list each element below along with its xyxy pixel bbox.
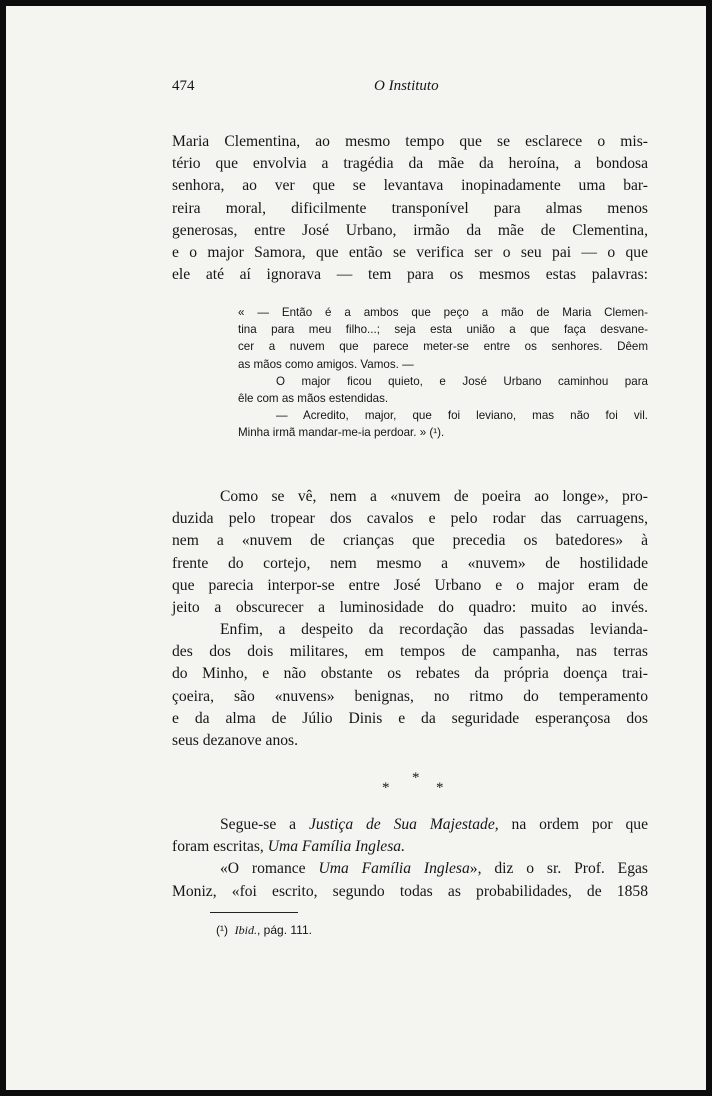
text-line: tério que envolvia a tragédia da mãe da heroína, a bondosa [172, 155, 648, 173]
text-line [172, 836, 648, 858]
text-line: e da alma de Júlio Dinis e da seguridade esperançosa dos [172, 709, 648, 727]
separator-star: * [412, 770, 420, 786]
text-line: ele até aí ignorava — tem para os mesmos estas palavras: [172, 266, 648, 284]
paragraph-3 [172, 619, 648, 752]
footnote [216, 923, 312, 938]
text-line: que parecia interpor-se entre José Urbano e o major eram de [172, 576, 648, 594]
text-run: na ordem por que [498, 816, 648, 833]
work-title: Uma Família Inglesa [318, 860, 470, 878]
footnote-divider [210, 912, 298, 913]
block-quote [238, 304, 648, 442]
text-line: des dos dois militares, em tempos de campanha, nas terras [172, 643, 648, 661]
text-line: senhora, ao ver que se levantava inopinadamente uma bar- [172, 177, 648, 195]
separator-star: * [436, 780, 444, 796]
text-run: foram escritas, [172, 838, 268, 856]
text-run: «O romance [220, 860, 319, 878]
footnote-ref: Ibid. [234, 923, 258, 937]
quote-line: — Acredito, major, que foi leviano, mas não foi vil. [276, 409, 648, 423]
text-line: Maria Clementina, ao mesmo tempo que se esclarece o mis- [172, 133, 648, 150]
text-run: », diz o sr. Prof. Egas [469, 860, 648, 878]
work-title: Justiça de Sua Majestade, [308, 816, 499, 833]
quote-line: cer a nuvem que parece meter-se entre os senhores. Dêem [238, 340, 648, 354]
text-line: duzida pelo tropear dos cavalos e pelo rodar das carruagens, [172, 510, 648, 528]
text-line: Como se vê, nem a «nuvem de poeira ao longe», pro- [220, 488, 648, 505]
separator-star: * [382, 780, 390, 796]
quote-line: Minha irmã mandar-me-ia perdoar. » (¹). [238, 426, 445, 440]
quote-line: tina para meu filho...; seja esta união a que faça desvane- [238, 323, 648, 337]
paragraph-2 [172, 486, 648, 619]
footnote-page: , pág. 111. [257, 923, 312, 937]
text-line: jeito a obscurecer a luminosidade do quadro: muito ao invés. [172, 599, 648, 617]
text-line: Enfim, a despeito da recordação das passadas leviandа- [220, 621, 648, 638]
text-line [172, 814, 648, 836]
text-line: do Minho, e não obstante os rebates da própria doença trai- [172, 665, 648, 683]
quote-line: O major ficou quieto, e José Urbano caminhou para [276, 374, 648, 388]
quote-line: êle com as mãos estendidas. [238, 392, 389, 406]
text-line: e o major Samora, que então se verifica ser o seu pai — o que [172, 244, 648, 262]
page-number: 474 [172, 78, 195, 94]
text-line: çoeira, são «nuvens» benignas, no ritmo do temperamento [172, 687, 648, 705]
running-title: O Instituto [374, 78, 439, 94]
text-line: reira moral, dificilmente transponível para almas menos [172, 199, 648, 217]
paragraph-1 [172, 131, 648, 286]
text-line: seus dezanove anos. [172, 732, 299, 750]
text-line: frente do cortejo, nem mesmo a «nuvem» de hostilidade [172, 554, 648, 572]
quote-line: « — Então é a ambos que peço a mão de Maria Clemen- [238, 306, 648, 319]
page-header [6, 78, 706, 100]
text-run: Segue-se a [220, 816, 309, 833]
work-title: Uma Família Inglesa. [267, 838, 405, 856]
book-page [6, 6, 706, 1090]
text-line: Moniz, «foi escrito, segundo todas as probabilidades, de 1858 [172, 882, 648, 900]
text-line [172, 858, 648, 880]
footnote-marker: (¹) [216, 923, 228, 937]
text-line: generosas, entre José Urbano, irmão da mãe de Clementina, [172, 221, 648, 239]
text-line: nem a «nuvem de crianças que precedia os batedores» à [172, 532, 648, 550]
quote-line: as mãos como amigos. Vamos. — [238, 357, 414, 371]
paragraph-4 [172, 814, 648, 903]
